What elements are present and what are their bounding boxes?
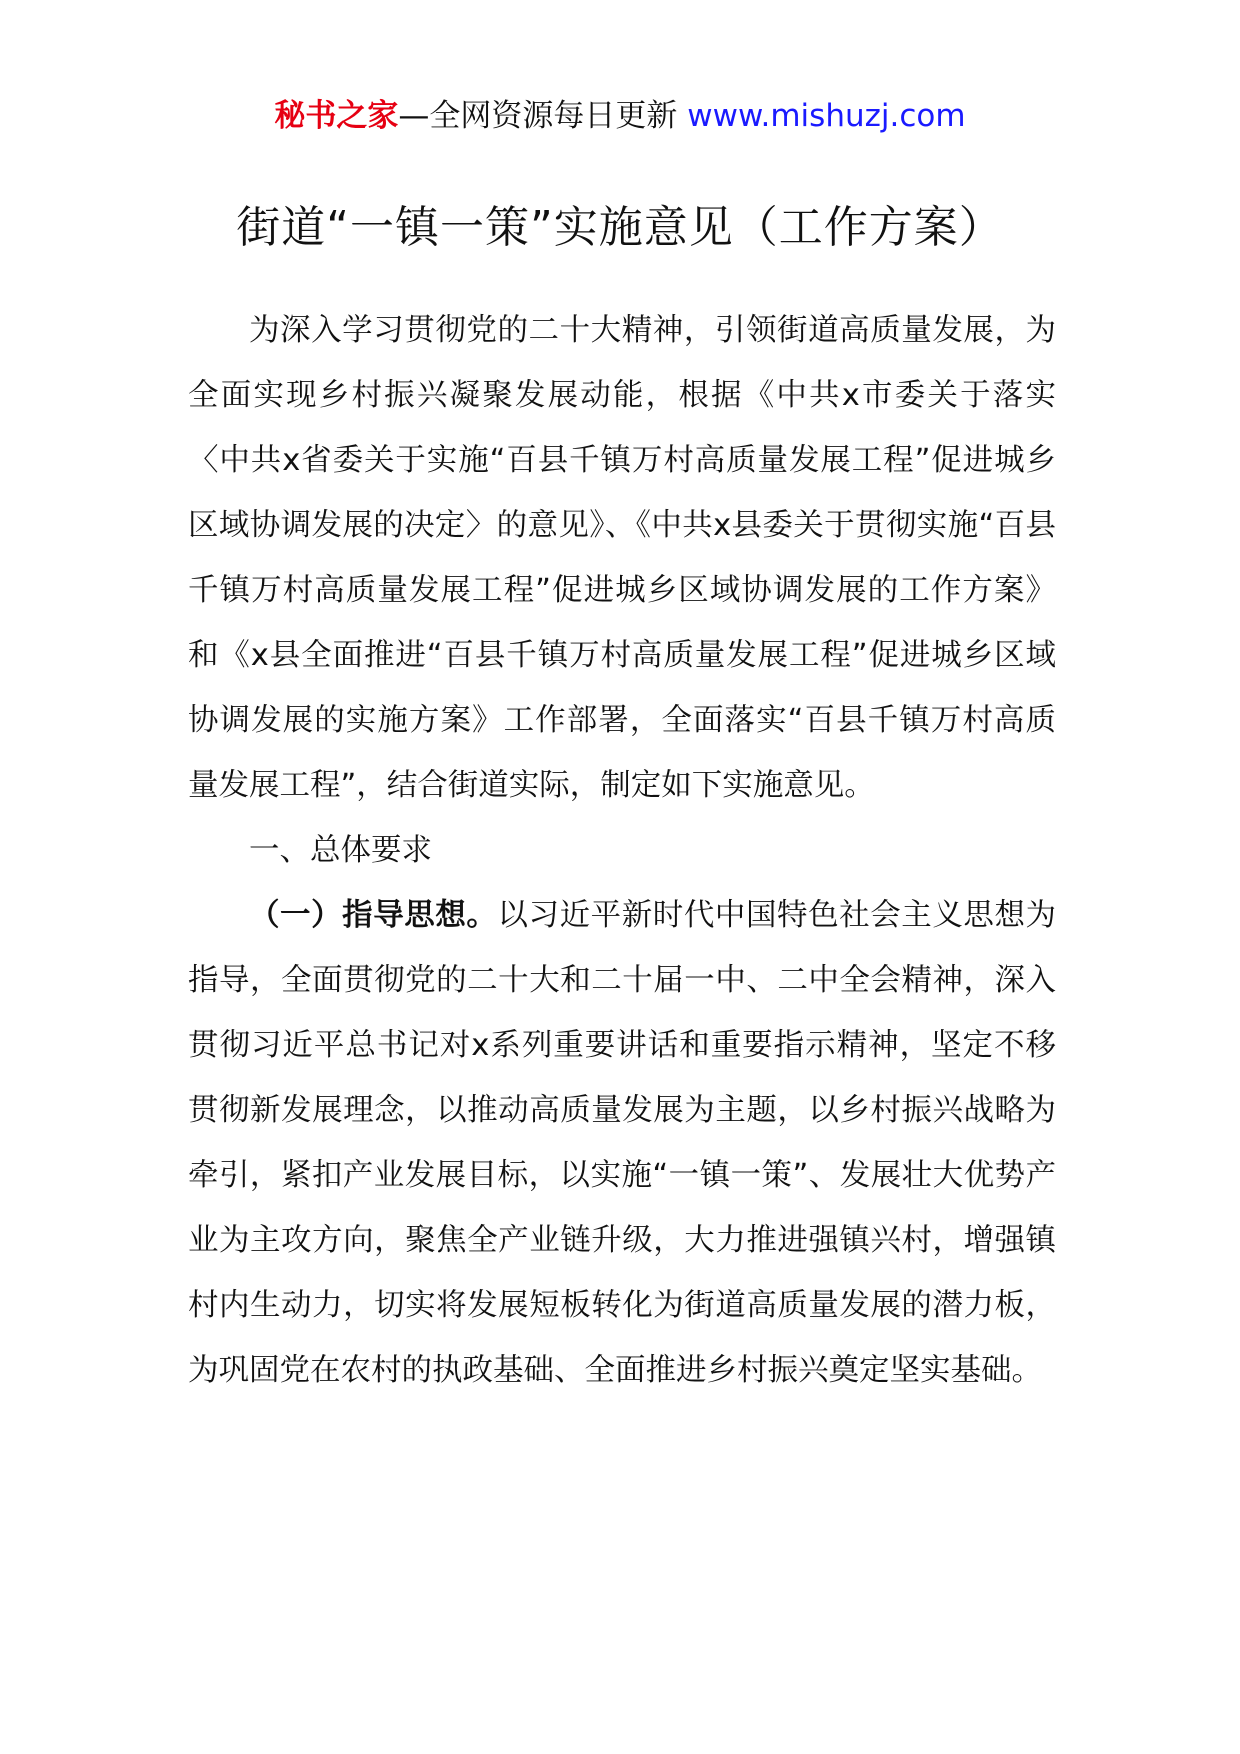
intro-paragraph: 为深入学习贯彻党的二十大精神，引领街道高质量发展，为全面实现乡村振兴凝聚发展动能，根据《中共x市委关于落实〈中共x省委关于实施“百县千镇万村高质量发展工程”促进城乡区域协调发展的决定〉的意见》、《中共x县委关于贯彻实施“百县千镇万村高质量发展工程”促进城乡区域协调发展的工作方案》和《x县全面推进“百县千镇万村高质量发展工程”促进城乡区域协调发展的实施方案》工作部署，全面落实“百县千镇万村高质量发展工程”，结合街道实际，制定如下实施意见。 — [188, 313, 1056, 803]
site-banner — [0, 96, 1240, 136]
section-heading: 一、总体要求 — [249, 833, 432, 868]
document-body — [188, 298, 1056, 1403]
site-url-link[interactable]: www.mishuzj.com — [687, 98, 966, 134]
guiding-ideology-text: 以习近平新时代中国特色社会主义思想为指导，全面贯彻党的二十大和二十届一中、二中全会精神，深入贯彻习近平总书记对x系列重要讲话和重要指示精神，坚定不移贯彻新发展理念，以推动高质量发展为主题，以乡村振兴战略为牵引，紧扣产业发展目标，以实施“一镇一策”、发展壮大优势产业为主攻方向，聚焦全产业链升级，大力推进强镇兴村，增强镇村内生动力，切实将发展短板转化为街道高质量发展的潜力板，为巩固党在农村的执政基础、全面推进乡村振兴奠定坚实基础。 — [188, 898, 1057, 1388]
document-title: 街道“一镇一策”实施意见（工作方案） — [236, 202, 1004, 253]
brand-name: 秘书之家 — [274, 98, 399, 134]
guiding-ideology-paragraph — [188, 883, 1056, 1403]
sub-heading-label: （一）指导思想。 — [249, 898, 498, 933]
banner-tagline: —全网资源每日更新 — [398, 98, 678, 134]
